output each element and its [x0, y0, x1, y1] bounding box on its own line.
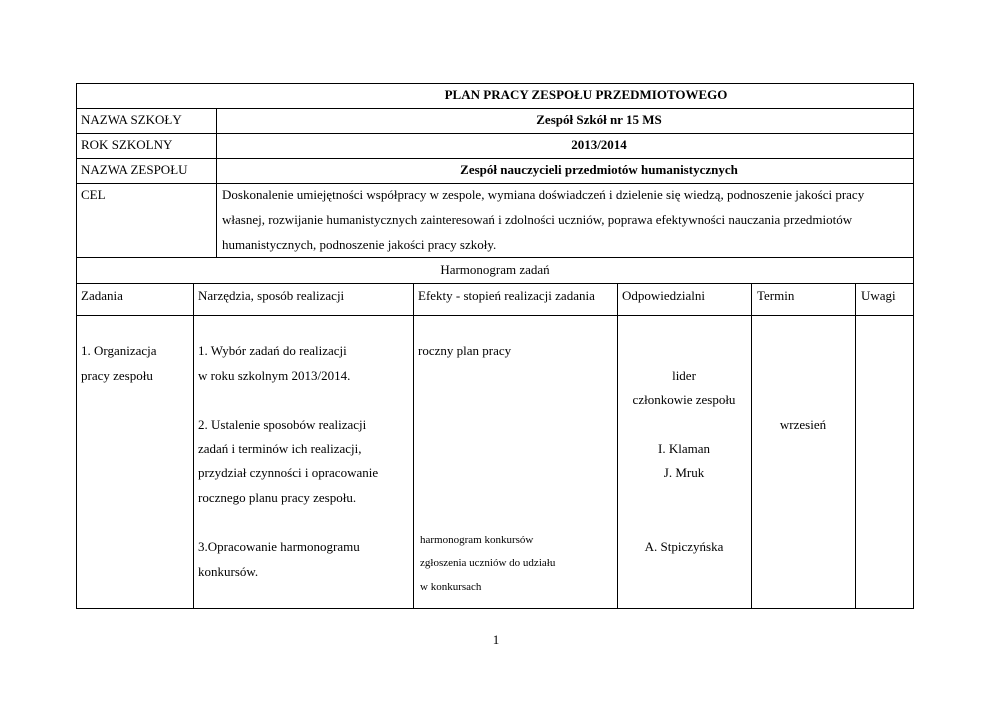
tools-line: konkursów. — [198, 564, 259, 579]
column-divider — [855, 283, 856, 609]
tools-line: 1. Wybór zadań do realizacji — [198, 343, 347, 358]
tools-line: przydział czynności i opracowanie — [198, 465, 379, 480]
goal-line: własnej, rozwijanie humanistycznych zainteresowań i zdolności uczniów, poprawa efektywności nauczania przedmiotów — [222, 212, 853, 227]
column-divider — [413, 283, 414, 609]
responsible-line: A. Stpiczyńska — [644, 539, 724, 554]
row-divider — [76, 315, 914, 316]
row-divider — [76, 133, 914, 134]
school-value: Zespół Szkół nr 15 MS — [536, 112, 662, 127]
row-divider — [76, 257, 914, 258]
table-border-top — [76, 83, 914, 84]
row-divider — [76, 283, 914, 284]
tools-line: 2. Ustalenie sposobów realizacji — [198, 417, 367, 432]
goal-line: Doskonalenie umiejętności współpracy w zespole, wymiana doświadczeń i dzielenie się wiedzą, podnoszenie jakości pracy — [222, 187, 865, 202]
responsible-line: lider — [672, 368, 696, 383]
effects-line: zgłoszenia uczniów do udziału — [420, 557, 556, 569]
schedule-title: Harmonogram zadań — [440, 262, 550, 277]
responsible-line: członkowie zespołu — [632, 392, 736, 407]
page-number: 1 — [492, 632, 500, 647]
column-header-tasks: Zadania — [81, 288, 123, 303]
column-header-term: Termin — [757, 288, 795, 303]
column-divider — [751, 283, 752, 609]
table-border-left — [76, 83, 77, 609]
team-label: NAZWA ZESPOŁU — [81, 162, 188, 177]
tools-line: 3.Opracowanie harmonogramu — [198, 539, 360, 554]
goal-label: CEL — [81, 187, 106, 202]
label-column-divider — [216, 108, 217, 258]
tools-line: zadań i terminów ich realizacji, — [198, 441, 362, 456]
document-title: PLAN PRACY ZESPOŁU PRZEDMIOTOWEGO — [444, 87, 728, 102]
effects-line: roczny plan pracy — [418, 343, 512, 358]
row-divider — [76, 183, 914, 184]
year-value: 2013/2014 — [571, 137, 627, 152]
effects-line: w konkursach — [420, 581, 482, 593]
responsible-line: I. Klaman — [658, 441, 710, 456]
responsible-line: J. Mruk — [663, 465, 705, 480]
row-divider — [76, 108, 914, 109]
column-header-tools: Narzędzia, sposób realizacji — [198, 288, 345, 303]
team-value: Zespół nauczycieli przedmiotów humanistycznych — [460, 162, 738, 177]
task-name-line: pracy zespołu — [81, 368, 153, 383]
term-value: wrzesień — [779, 417, 827, 432]
tools-line: w roku szkolnym 2013/2014. — [198, 368, 351, 383]
table-border-bottom — [76, 608, 914, 609]
year-label: ROK SZKOLNY — [81, 137, 173, 152]
school-label: NAZWA SZKOŁY — [81, 112, 182, 127]
effects-line: harmonogram konkursów — [420, 534, 534, 546]
task-name-line: 1. Organizacja — [81, 343, 157, 358]
column-header-effects: Efekty - stopień realizacji zadania — [418, 288, 595, 303]
column-header-responsible: Odpowiedzialni — [622, 288, 706, 303]
column-header-notes: Uwagi — [861, 288, 896, 303]
row-divider — [76, 158, 914, 159]
column-divider — [193, 283, 194, 609]
tools-line: rocznego planu pracy zespołu. — [198, 490, 357, 505]
goal-line: humanistycznych, podnoszenie jakości pracy szkoły. — [222, 237, 497, 252]
